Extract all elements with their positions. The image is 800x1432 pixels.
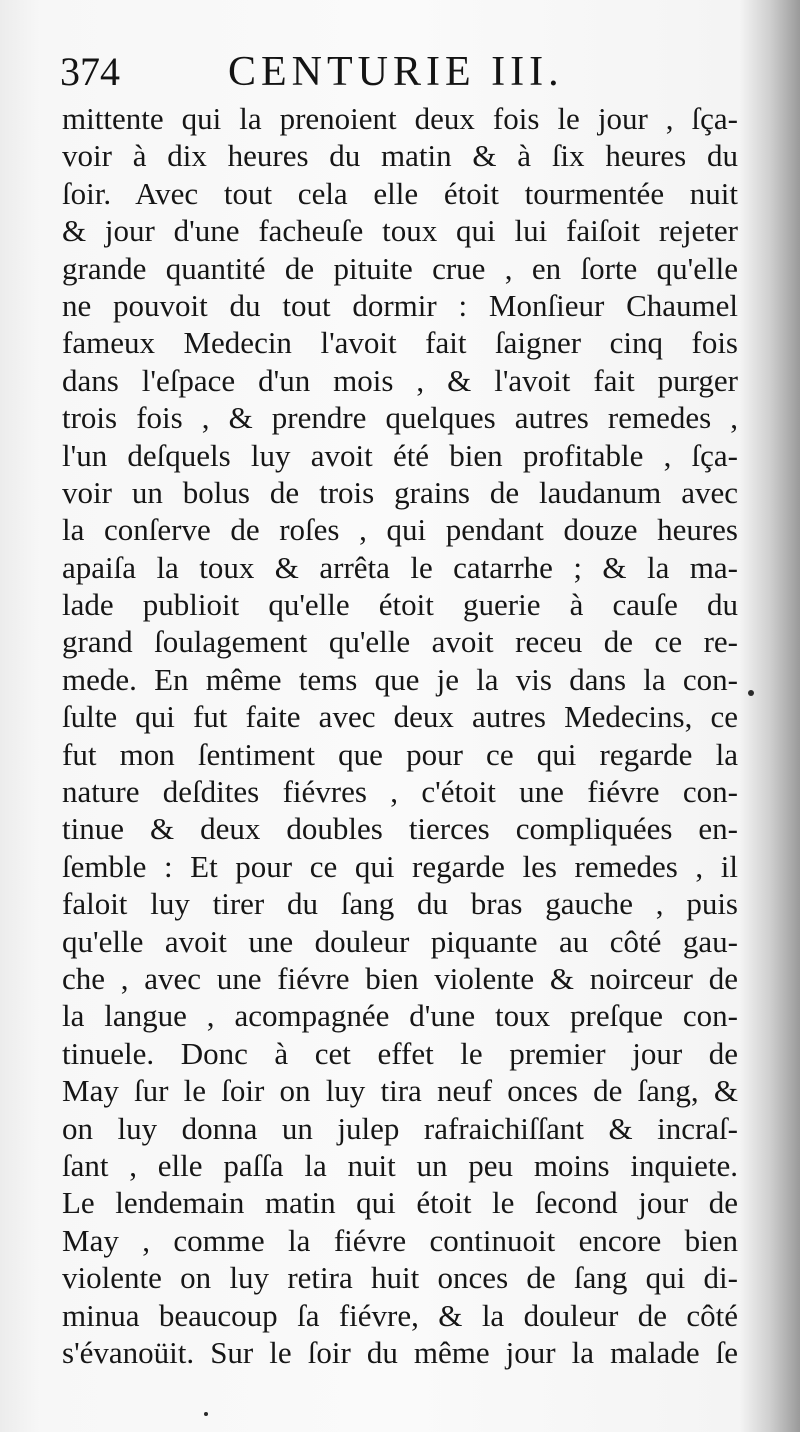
text-line: apaiſa la toux & arrêta le catarrhe ; & la ma- <box>62 549 738 585</box>
text-line: voir un bolus de trois grains de laudanum avec <box>62 474 738 510</box>
page-number: 374 <box>60 49 120 94</box>
running-head: CENTURIE III. <box>228 49 564 95</box>
text-line: nature deſdites fiévres , c'étoit une fiévre con- <box>62 774 738 810</box>
body-text <box>62 100 738 1371</box>
text-line: ſemble : Et pour ce qui regarde les remedes , il <box>62 848 738 884</box>
text-line: mittente qui la prenoient deux fois le jour , ſça- <box>62 101 738 136</box>
text-line: ſulte qui fut faite avec deux autres Medecins, ce <box>62 699 738 735</box>
text-line: grande quantité de pituite crue , en ſorte qu'elle <box>62 250 738 286</box>
text-line: tinuele. Donc à cet effet le premier jour de <box>62 1035 738 1071</box>
text-line: l'un deſquels luy avoit été bien profitable , ſça- <box>62 437 738 473</box>
page-header <box>60 42 740 102</box>
text-line: May , comme la fiévre continuoit encore bien <box>62 1222 738 1258</box>
text-line: la langue , acompagnée d'une toux preſque con- <box>62 998 738 1034</box>
text-line: che , avec une fiévre bien violente & noirceur de <box>62 960 738 996</box>
text-line: qu'elle avoit une douleur piquante au côté gau- <box>62 923 738 959</box>
text-line: violente on luy retira huit onces de ſang qui di- <box>62 1260 738 1296</box>
text-line: ne pouvoit du tout dormir : Monſieur Chaumel <box>62 287 738 323</box>
text-line: trois fois , & prendre quelques autres remedes , <box>62 400 738 436</box>
text-line: Le lendemain matin qui étoit le ſecond jour de <box>62 1185 738 1221</box>
text-line: ſant , elle paſſa la nuit un peu moins inquiete. <box>62 1147 738 1183</box>
ink-spot <box>204 1412 208 1416</box>
text-line: fut mon ſentiment que pour ce qui regarde la <box>62 736 738 772</box>
text-line: lade publioit qu'elle étoit guerie à cauſe du <box>62 587 738 623</box>
text-line: ſoir. Avec tout cela elle étoit tourmentée nuit <box>62 175 738 211</box>
text-line: voir à dix heures du matin & à ſix heures du <box>62 138 738 174</box>
text-line: la conſerve de roſes , qui pendant douze heures <box>62 512 738 548</box>
text-line: May ſur le ſoir on luy tira neuf onces de ſang, & <box>62 1073 738 1109</box>
text-line: faloit luy tirer du ſang du bras gauche , puis <box>62 886 738 922</box>
text-line: minua beaucoup ſa fiévre, & la douleur de côté <box>62 1297 738 1333</box>
text-line: dans l'eſpace d'un mois , & l'avoit fait purger <box>62 362 738 398</box>
text-line: s'évanoüit. Sur le ſoir du même jour la malade ſe <box>62 1334 738 1370</box>
text-line: mede. En même tems que je la vis dans la con- <box>62 661 738 697</box>
ink-spot <box>748 690 754 696</box>
text-line: & jour d'une facheuſe toux qui lui faiſoit rejeter <box>62 213 738 249</box>
text-line: tinue & deux doubles tierces compliquées en- <box>62 811 738 847</box>
text-line: on luy donna un julep rafraichiſſant & incraſ- <box>62 1110 738 1146</box>
text-line: fameux Medecin l'avoit fait ſaigner cinq fois <box>62 325 738 361</box>
text-line: grand ſoulagement qu'elle avoit receu de ce re- <box>62 624 738 660</box>
